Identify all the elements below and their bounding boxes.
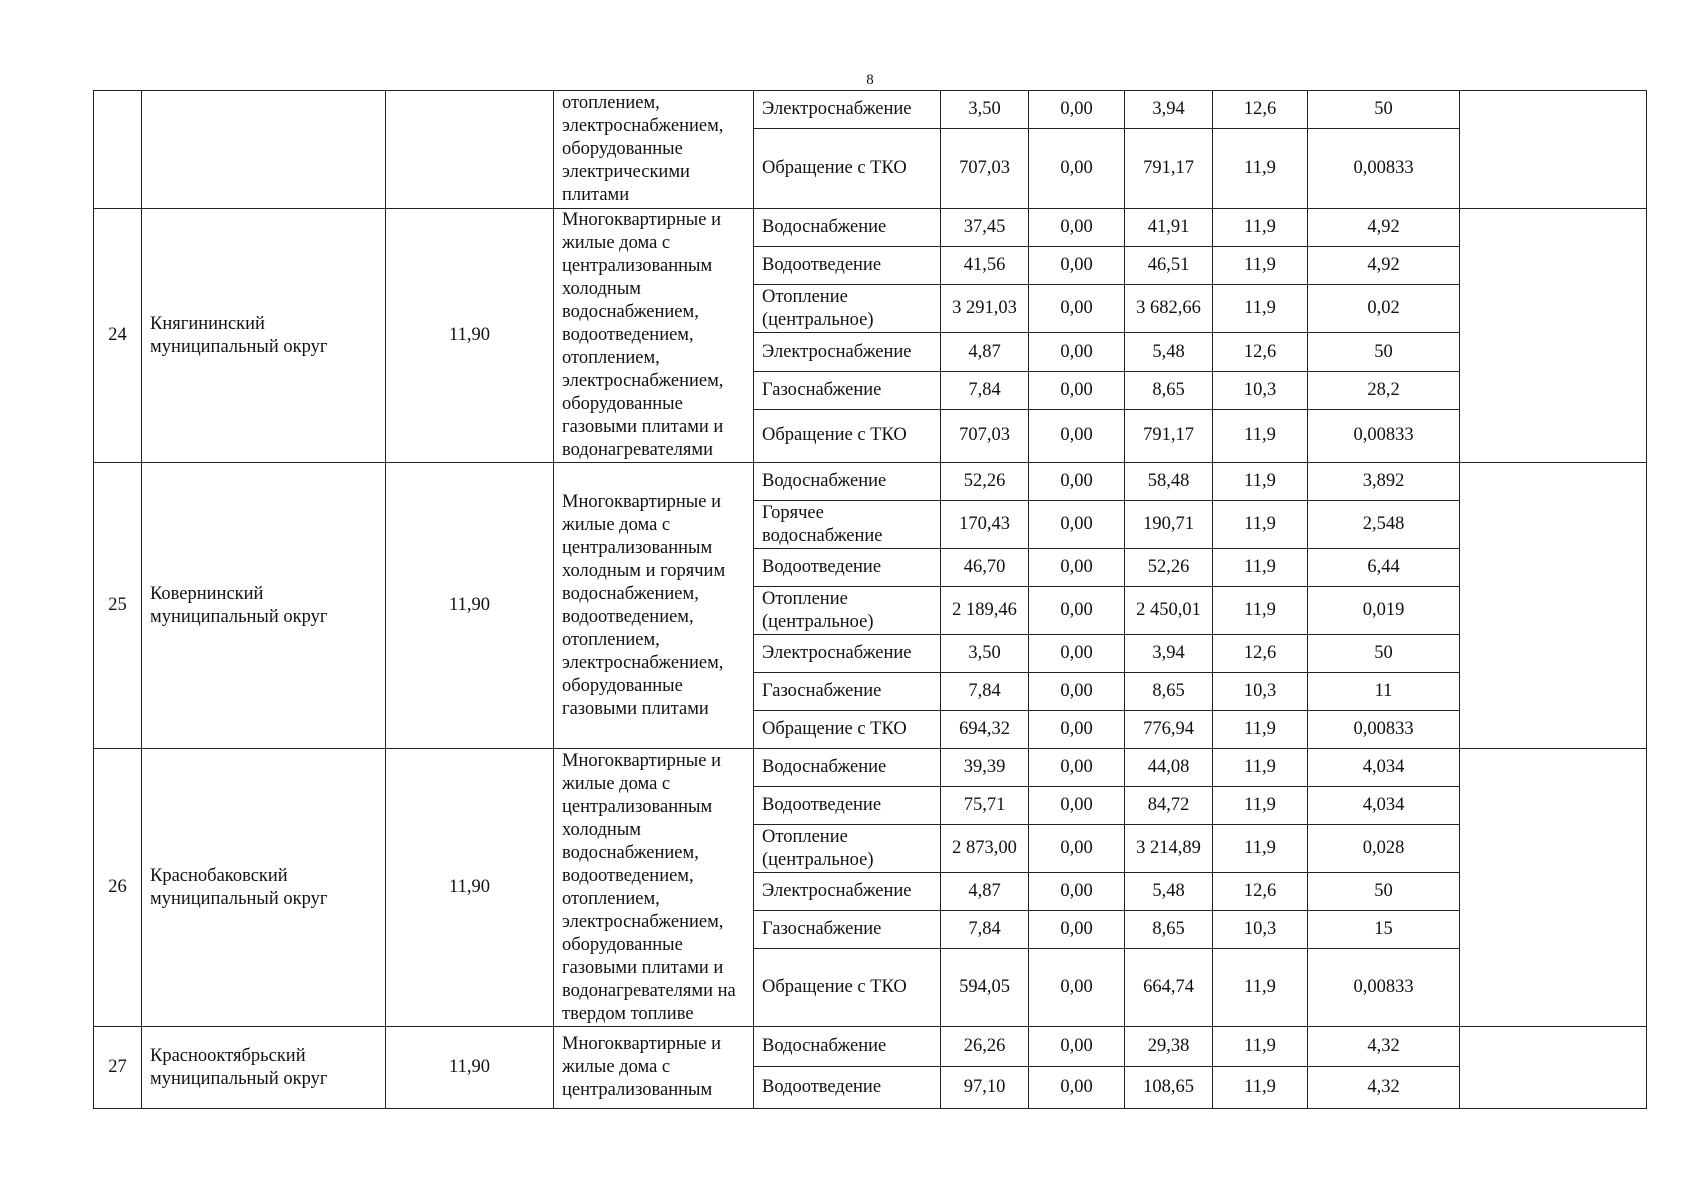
value-col-4: 12,6 bbox=[1213, 873, 1308, 911]
value-col-3: 5,48 bbox=[1125, 873, 1213, 911]
value-col-5: 15 bbox=[1308, 911, 1460, 949]
empty-column bbox=[1460, 209, 1647, 463]
value-col-3: 84,72 bbox=[1125, 787, 1213, 825]
value-col-4: 11,9 bbox=[1213, 587, 1308, 635]
value-col-5: 0,00833 bbox=[1308, 949, 1460, 1027]
empty-column bbox=[1460, 1027, 1647, 1109]
value-col-3: 8,65 bbox=[1125, 673, 1213, 711]
value-col-2: 0,00 bbox=[1029, 749, 1125, 787]
value-col-5: 3,892 bbox=[1308, 463, 1460, 501]
value-col-4: 11,9 bbox=[1213, 949, 1308, 1027]
value-col-5: 4,92 bbox=[1308, 209, 1460, 247]
value-col-5: 4,32 bbox=[1308, 1027, 1460, 1067]
empty-column bbox=[1460, 91, 1647, 209]
value-col-3: 5,48 bbox=[1125, 333, 1213, 371]
value-col-2: 0,00 bbox=[1029, 129, 1125, 209]
tariff-value: 52,26 bbox=[941, 463, 1029, 501]
municipality-name: Краснооктябрьский муниципальный округ bbox=[142, 1027, 386, 1109]
service-name: Электроснабжение bbox=[754, 91, 941, 129]
service-name: Газоснабжение bbox=[754, 911, 941, 949]
value-col-3: 791,17 bbox=[1125, 129, 1213, 209]
service-name: Отопление (центральное) bbox=[754, 825, 941, 873]
value-col-3: 3 682,66 bbox=[1125, 285, 1213, 333]
service-name: Водоотведение bbox=[754, 247, 941, 285]
municipality-name bbox=[142, 91, 386, 209]
value-col-4: 12,6 bbox=[1213, 333, 1308, 371]
value-col-4: 10,3 bbox=[1213, 371, 1308, 409]
value-col-4: 11,9 bbox=[1213, 463, 1308, 501]
value-col-2: 0,00 bbox=[1029, 333, 1125, 371]
value-col-3: 664,74 bbox=[1125, 949, 1213, 1027]
value-col-3: 190,71 bbox=[1125, 501, 1213, 549]
row-number: 25 bbox=[94, 463, 142, 749]
housing-description: отоплением, электроснабжением, оборудованные электрическими плитами bbox=[554, 91, 754, 209]
tariff-value: 75,71 bbox=[941, 787, 1029, 825]
service-name: Водоотведение bbox=[754, 1067, 941, 1109]
value-col-5: 2,548 bbox=[1308, 501, 1460, 549]
value-col-5: 0,019 bbox=[1308, 587, 1460, 635]
value-col-3: 41,91 bbox=[1125, 209, 1213, 247]
tariff-value: 97,10 bbox=[941, 1067, 1029, 1109]
index-value bbox=[386, 91, 554, 209]
tariff-value: 46,70 bbox=[941, 549, 1029, 587]
table-row bbox=[94, 749, 1647, 787]
municipality-name: Ковернинский муниципальный округ bbox=[142, 463, 386, 749]
value-col-2: 0,00 bbox=[1029, 587, 1125, 635]
service-name: Водоотведение bbox=[754, 787, 941, 825]
service-name: Водоснабжение bbox=[754, 209, 941, 247]
index-value: 11,90 bbox=[386, 463, 554, 749]
value-col-5: 28,2 bbox=[1308, 371, 1460, 409]
value-col-5: 0,00833 bbox=[1308, 409, 1460, 462]
value-col-2: 0,00 bbox=[1029, 371, 1125, 409]
value-col-2: 0,00 bbox=[1029, 501, 1125, 549]
value-col-4: 11,9 bbox=[1213, 129, 1308, 209]
housing-description: Многоквартирные и жилые дома с централизованным bbox=[554, 1027, 754, 1109]
value-col-5: 0,00833 bbox=[1308, 129, 1460, 209]
service-name: Обращение с ТКО bbox=[754, 711, 941, 749]
value-col-5: 11 bbox=[1308, 673, 1460, 711]
value-col-2: 0,00 bbox=[1029, 711, 1125, 749]
value-col-5: 0,02 bbox=[1308, 285, 1460, 333]
value-col-3: 108,65 bbox=[1125, 1067, 1213, 1109]
table-row bbox=[94, 463, 1647, 501]
service-name: Газоснабжение bbox=[754, 673, 941, 711]
service-name: Отопление (центральное) bbox=[754, 587, 941, 635]
empty-column bbox=[1460, 749, 1647, 1027]
value-col-4: 11,9 bbox=[1213, 787, 1308, 825]
table-row bbox=[94, 1027, 1647, 1067]
value-col-2: 0,00 bbox=[1029, 285, 1125, 333]
value-col-3: 52,26 bbox=[1125, 549, 1213, 587]
tariff-value: 41,56 bbox=[941, 247, 1029, 285]
tariff-value: 7,84 bbox=[941, 911, 1029, 949]
value-col-2: 0,00 bbox=[1029, 463, 1125, 501]
value-col-3: 2 450,01 bbox=[1125, 587, 1213, 635]
value-col-5: 0,00833 bbox=[1308, 711, 1460, 749]
municipality-name: Княгининский муниципальный округ bbox=[142, 209, 386, 463]
value-col-4: 10,3 bbox=[1213, 673, 1308, 711]
tariff-value: 7,84 bbox=[941, 673, 1029, 711]
value-col-2: 0,00 bbox=[1029, 91, 1125, 129]
value-col-2: 0,00 bbox=[1029, 949, 1125, 1027]
service-name: Отопление (центральное) bbox=[754, 285, 941, 333]
value-col-2: 0,00 bbox=[1029, 247, 1125, 285]
tariff-value: 7,84 bbox=[941, 371, 1029, 409]
index-value: 11,90 bbox=[386, 209, 554, 463]
value-col-2: 0,00 bbox=[1029, 1067, 1125, 1109]
service-name: Обращение с ТКО bbox=[754, 129, 941, 209]
tariff-value: 37,45 bbox=[941, 209, 1029, 247]
value-col-2: 0,00 bbox=[1029, 1027, 1125, 1067]
tariff-value: 39,39 bbox=[941, 749, 1029, 787]
tariff-value: 2 189,46 bbox=[941, 587, 1029, 635]
value-col-5: 4,32 bbox=[1308, 1067, 1460, 1109]
value-col-4: 10,3 bbox=[1213, 911, 1308, 949]
value-col-3: 791,17 bbox=[1125, 409, 1213, 462]
service-name: Водоснабжение bbox=[754, 1027, 941, 1067]
value-col-2: 0,00 bbox=[1029, 635, 1125, 673]
index-value: 11,90 bbox=[386, 749, 554, 1027]
service-name: Газоснабжение bbox=[754, 371, 941, 409]
service-name: Обращение с ТКО bbox=[754, 409, 941, 462]
service-name: Обращение с ТКО bbox=[754, 949, 941, 1027]
value-col-3: 46,51 bbox=[1125, 247, 1213, 285]
value-col-5: 6,44 bbox=[1308, 549, 1460, 587]
value-col-4: 11,9 bbox=[1213, 749, 1308, 787]
index-value: 11,90 bbox=[386, 1027, 554, 1109]
value-col-3: 8,65 bbox=[1125, 911, 1213, 949]
value-col-4: 11,9 bbox=[1213, 549, 1308, 587]
value-col-2: 0,00 bbox=[1029, 787, 1125, 825]
value-col-4: 11,9 bbox=[1213, 1067, 1308, 1109]
tariff-value: 3 291,03 bbox=[941, 285, 1029, 333]
service-name: Горячее водоснабжение bbox=[754, 501, 941, 549]
tariff-value: 26,26 bbox=[941, 1027, 1029, 1067]
value-col-5: 0,028 bbox=[1308, 825, 1460, 873]
value-col-2: 0,00 bbox=[1029, 825, 1125, 873]
value-col-2: 0,00 bbox=[1029, 549, 1125, 587]
tariff-value: 3,50 bbox=[941, 635, 1029, 673]
value-col-3: 29,38 bbox=[1125, 1027, 1213, 1067]
value-col-4: 11,9 bbox=[1213, 501, 1308, 549]
value-col-3: 776,94 bbox=[1125, 711, 1213, 749]
row-number: 27 bbox=[94, 1027, 142, 1109]
value-col-5: 50 bbox=[1308, 635, 1460, 673]
value-col-2: 0,00 bbox=[1029, 873, 1125, 911]
value-col-3: 3 214,89 bbox=[1125, 825, 1213, 873]
value-col-4: 11,9 bbox=[1213, 1027, 1308, 1067]
tariff-value: 707,03 bbox=[941, 409, 1029, 462]
tariff-value: 170,43 bbox=[941, 501, 1029, 549]
value-col-4: 11,9 bbox=[1213, 209, 1308, 247]
value-col-5: 50 bbox=[1308, 91, 1460, 129]
value-col-4: 12,6 bbox=[1213, 91, 1308, 129]
service-name: Электроснабжение bbox=[754, 635, 941, 673]
housing-description: Многоквартирные и жилые дома с централизованным холодным водоснабжением, водоотведением, отоплением, электроснабжением, оборудованные газовыми плитами и водонагревателями bbox=[554, 209, 754, 463]
value-col-4: 11,9 bbox=[1213, 711, 1308, 749]
value-col-3: 3,94 bbox=[1125, 635, 1213, 673]
tariff-table bbox=[93, 90, 1647, 1109]
value-col-2: 0,00 bbox=[1029, 409, 1125, 462]
service-name: Электроснабжение bbox=[754, 873, 941, 911]
tariff-value: 707,03 bbox=[941, 129, 1029, 209]
housing-description: Многоквартирные и жилые дома с централизованным холодным и горячим водоснабжением, водоотведением, отоплением, электроснабжением, оборудованные газовыми плитами bbox=[554, 463, 754, 749]
table-row bbox=[94, 209, 1647, 247]
value-col-4: 11,9 bbox=[1213, 825, 1308, 873]
value-col-3: 44,08 bbox=[1125, 749, 1213, 787]
value-col-2: 0,00 bbox=[1029, 911, 1125, 949]
service-name: Водоснабжение bbox=[754, 749, 941, 787]
tariff-value: 694,32 bbox=[941, 711, 1029, 749]
value-col-2: 0,00 bbox=[1029, 673, 1125, 711]
row-number: 26 bbox=[94, 749, 142, 1027]
value-col-4: 11,9 bbox=[1213, 247, 1308, 285]
value-col-5: 4,034 bbox=[1308, 749, 1460, 787]
empty-column bbox=[1460, 463, 1647, 749]
row-number-cell bbox=[94, 91, 142, 209]
value-col-3: 8,65 bbox=[1125, 371, 1213, 409]
value-col-5: 4,034 bbox=[1308, 787, 1460, 825]
page-number: 8 bbox=[866, 72, 874, 88]
value-col-4: 11,9 bbox=[1213, 409, 1308, 462]
service-name: Электроснабжение bbox=[754, 333, 941, 371]
value-col-2: 0,00 bbox=[1029, 209, 1125, 247]
tariff-value: 594,05 bbox=[941, 949, 1029, 1027]
value-col-5: 50 bbox=[1308, 873, 1460, 911]
municipality-name: Краснобаковский муниципальный округ bbox=[142, 749, 386, 1027]
service-name: Водоотведение bbox=[754, 549, 941, 587]
tariff-value: 4,87 bbox=[941, 873, 1029, 911]
table-row bbox=[94, 91, 1647, 129]
housing-description: Многоквартирные и жилые дома с централизованным холодным водоснабжением, водоотведением, отоплением, электроснабжением, оборудованные газовыми плитами и водонагревателями на твердом топливе bbox=[554, 749, 754, 1027]
service-name: Водоснабжение bbox=[754, 463, 941, 501]
tariff-value: 4,87 bbox=[941, 333, 1029, 371]
value-col-3: 58,48 bbox=[1125, 463, 1213, 501]
value-col-3: 3,94 bbox=[1125, 91, 1213, 129]
value-col-5: 4,92 bbox=[1308, 247, 1460, 285]
value-col-4: 12,6 bbox=[1213, 635, 1308, 673]
value-col-4: 11,9 bbox=[1213, 285, 1308, 333]
tariff-value: 3,50 bbox=[941, 91, 1029, 129]
value-col-5: 50 bbox=[1308, 333, 1460, 371]
row-number: 24 bbox=[94, 209, 142, 463]
tariff-value: 2 873,00 bbox=[941, 825, 1029, 873]
